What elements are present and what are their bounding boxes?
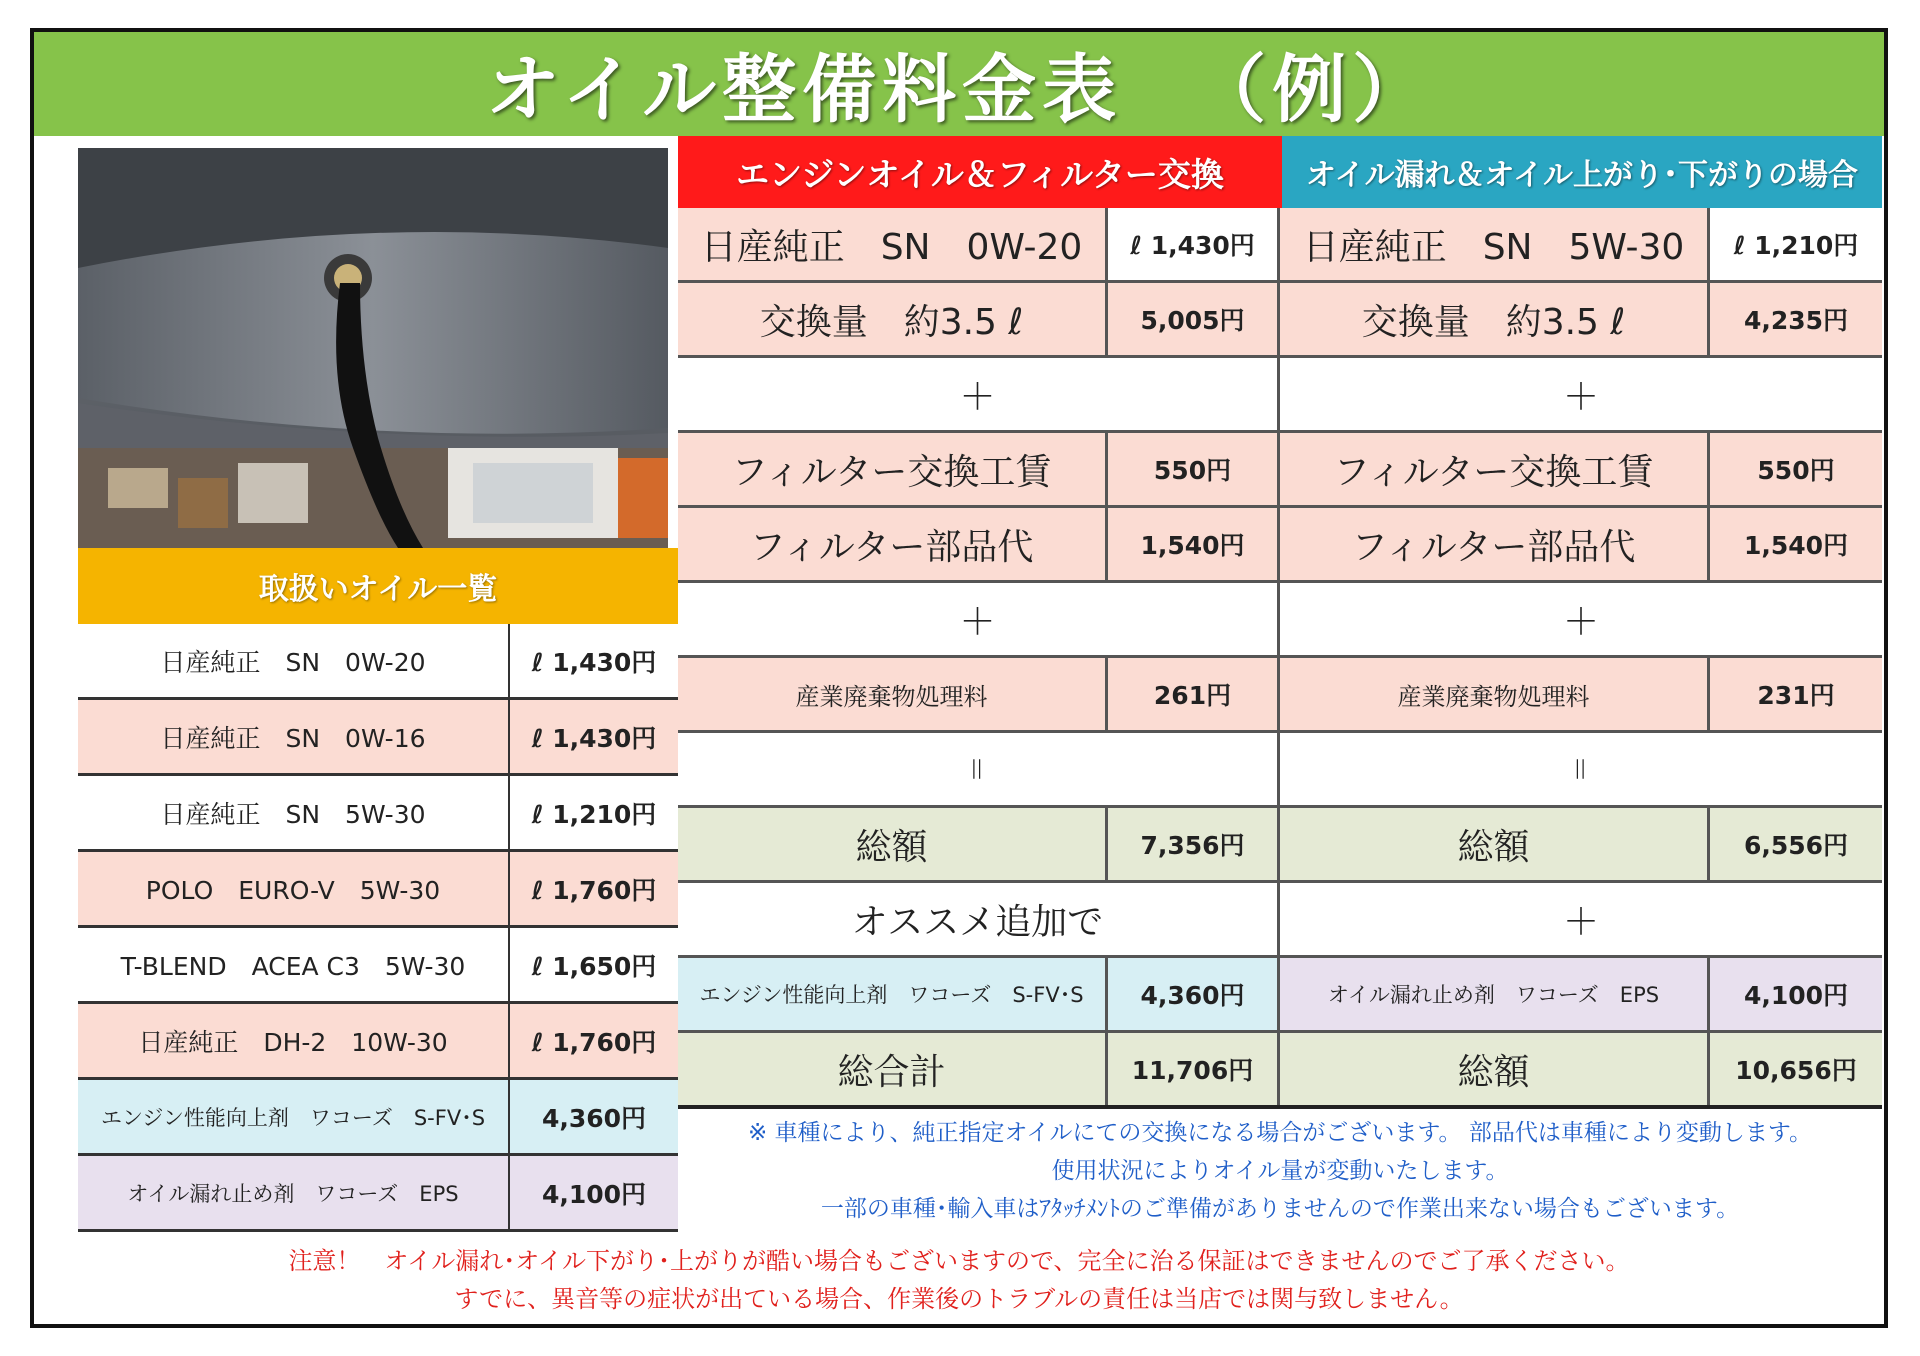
left-filter-labor: フィルター交換工賃 — [678, 433, 1108, 505]
list-item-price: 4,360円 — [541, 1103, 647, 1133]
price-sheet — [30, 28, 1888, 1328]
table-row — [678, 433, 1882, 508]
table-row — [678, 808, 1882, 883]
right-filter-part-price: 1,540円 — [1743, 531, 1849, 560]
left-plus-sign: ＋ — [959, 376, 996, 418]
left-additive-price: 4,360円 — [1140, 981, 1245, 1010]
list-item-price: ℓ 1,210円 — [531, 799, 657, 829]
list-item-name: 日産純正 DH-2 10W-30 — [78, 1004, 510, 1077]
left-filter-part-price: 1,540円 — [1140, 531, 1245, 560]
oil-list — [78, 624, 678, 1232]
right-total-price: 6,556円 — [1743, 831, 1849, 860]
left-plus2-sign: ＋ — [959, 601, 996, 643]
left-total-label: 総額 — [678, 808, 1108, 880]
table-row — [678, 658, 1882, 733]
list-item-price: 4,100円 — [541, 1179, 647, 1209]
left-oil-cell — [678, 208, 1280, 280]
left-recommend-text: オススメ追加で — [851, 901, 1104, 943]
right-waste: 産業廃棄物処理料 — [1280, 658, 1710, 730]
right-grand-label: 総額 — [1280, 1033, 1710, 1105]
right-equals-sign: ＝ — [1563, 754, 1596, 783]
page-title-suffix: （例） — [1192, 47, 1433, 133]
list-item-price: ℓ 1,760円 — [531, 875, 657, 905]
left-plus-cell — [678, 358, 1280, 430]
list-item — [78, 1080, 678, 1156]
left-filter-part: フィルター部品代 — [678, 508, 1108, 580]
list-item-price: ℓ 1,760円 — [531, 1027, 657, 1057]
right-total-label: 総額 — [1280, 808, 1710, 880]
price-table — [678, 136, 1882, 1109]
list-item-name: T-BLEND ACEA C3 5W-30 — [78, 928, 510, 1001]
list-item — [78, 624, 678, 700]
right-filter-labor: フィルター交換工賃 — [1280, 433, 1710, 505]
right-plus2-sign: ＋ — [1562, 601, 1599, 643]
left-oil-price: ℓ 1,430円 — [1108, 208, 1277, 280]
table-row — [678, 733, 1882, 808]
left-qty-price: 5,005円 — [1140, 306, 1245, 335]
oil-drain-photo — [78, 148, 668, 548]
right-oil-cell — [1280, 208, 1882, 280]
list-item-name: 日産純正 SN 0W-16 — [78, 700, 510, 773]
left-additive: エンジン性能向上剤 ワコーズ S-FV･S — [678, 958, 1108, 1030]
list-item — [78, 1004, 678, 1080]
list-item-name: エンジン性能向上剤 ワコーズ S-FV･S — [78, 1080, 510, 1153]
list-item-name: POLO EURO-V 5W-30 — [78, 852, 510, 925]
list-item — [78, 700, 678, 776]
left-oil-name: 日産純正 SN 0W-20 — [678, 208, 1108, 280]
table-row — [678, 583, 1882, 658]
page-title: オイル整備料金表 — [485, 47, 1123, 133]
header-oil-leak: オイル漏れ＆オイル上がり･下がりの場合 — [1282, 136, 1882, 208]
table-row — [678, 508, 1882, 583]
left-grand-label: 総合計 — [678, 1033, 1108, 1105]
left-qty: 交換量 約3.5 ℓ — [678, 283, 1108, 355]
note-line: 一部の車種･輸入車はｱﾀｯﾁﾒﾝﾄのご準備がありませんので作業出来ない場合もございます。 — [820, 1196, 1740, 1222]
list-item — [78, 776, 678, 852]
right-qty-cell — [1280, 283, 1882, 355]
list-item-name: オイル漏れ止め剤 ワコーズ EPS — [78, 1156, 510, 1229]
table-row — [678, 208, 1882, 283]
oil-list-heading — [78, 548, 678, 624]
price-table-header — [678, 136, 1882, 208]
right-equals-cell — [1280, 733, 1882, 805]
list-item-name: 日産純正 SN 0W-20 — [78, 624, 510, 697]
right-qty: 交換量 約3.5 ℓ — [1280, 283, 1710, 355]
list-item-name: 日産純正 SN 5W-30 — [78, 776, 510, 849]
left-total-price: 7,356円 — [1140, 831, 1245, 860]
left-qty-cell — [678, 283, 1280, 355]
left-equals-sign: ＝ — [959, 754, 993, 783]
left-grand-price: 11,706円 — [1131, 1056, 1254, 1085]
oil-list-heading-text: 取扱いオイル一覧 — [258, 572, 498, 607]
right-plus3-sign: ＋ — [1562, 901, 1599, 943]
list-item — [78, 852, 678, 928]
right-plus-cell — [1280, 358, 1882, 430]
list-item — [78, 928, 678, 1004]
table-row — [678, 358, 1882, 433]
left-filter-labor-price: 550円 — [1153, 456, 1232, 485]
right-additive-price: 4,100円 — [1743, 981, 1849, 1010]
list-item-price: ℓ 1,650円 — [531, 951, 657, 981]
left-equals-cell — [678, 733, 1280, 805]
warning-line: 注意！ オイル漏れ･オイル下がり･上がりが酷い場合もございますので、完全に治る保証はできませんのでご了承ください。 — [288, 1247, 1630, 1275]
title-bar — [34, 32, 1884, 136]
header-engine-oil-filter: エンジンオイル＆フィルター交換 — [678, 136, 1282, 208]
notes — [678, 1114, 1882, 1228]
warning-line: すでに、異音等の症状が出ている場合、作業後のトラブルの責任は当店では関与致しません。 — [454, 1285, 1464, 1313]
right-oil-price: ℓ 1,210円 — [1710, 208, 1882, 280]
right-filter-labor-price: 550円 — [1757, 456, 1835, 485]
left-waste-price: 261円 — [1153, 681, 1232, 710]
right-qty-price: 4,235円 — [1743, 306, 1849, 335]
right-filter-part: フィルター部品代 — [1280, 508, 1710, 580]
list-item — [78, 1156, 678, 1232]
right-additive: オイル漏れ止め剤 ワコーズ EPS — [1280, 958, 1710, 1030]
right-plus-sign: ＋ — [1562, 376, 1599, 418]
list-item-price: ℓ 1,430円 — [531, 647, 657, 677]
warnings — [34, 1242, 1884, 1318]
table-row — [678, 883, 1882, 958]
table-row — [678, 1033, 1882, 1109]
right-grand-price: 10,656円 — [1735, 1056, 1857, 1085]
left-waste: 産業廃棄物処理料 — [678, 658, 1108, 730]
right-waste-price: 231円 — [1757, 681, 1835, 710]
table-row — [678, 958, 1882, 1033]
right-oil-name: 日産純正 SN 5W-30 — [1280, 208, 1710, 280]
table-row — [678, 283, 1882, 358]
note-line: ※ 車種により、純正指定オイルにての交換になる場合がございます。 部品代は車種により変動します。 — [747, 1120, 1813, 1146]
list-item-price: ℓ 1,430円 — [531, 723, 657, 753]
note-line: 使用状況によりオイル量が変動いたします。 — [1051, 1158, 1509, 1184]
